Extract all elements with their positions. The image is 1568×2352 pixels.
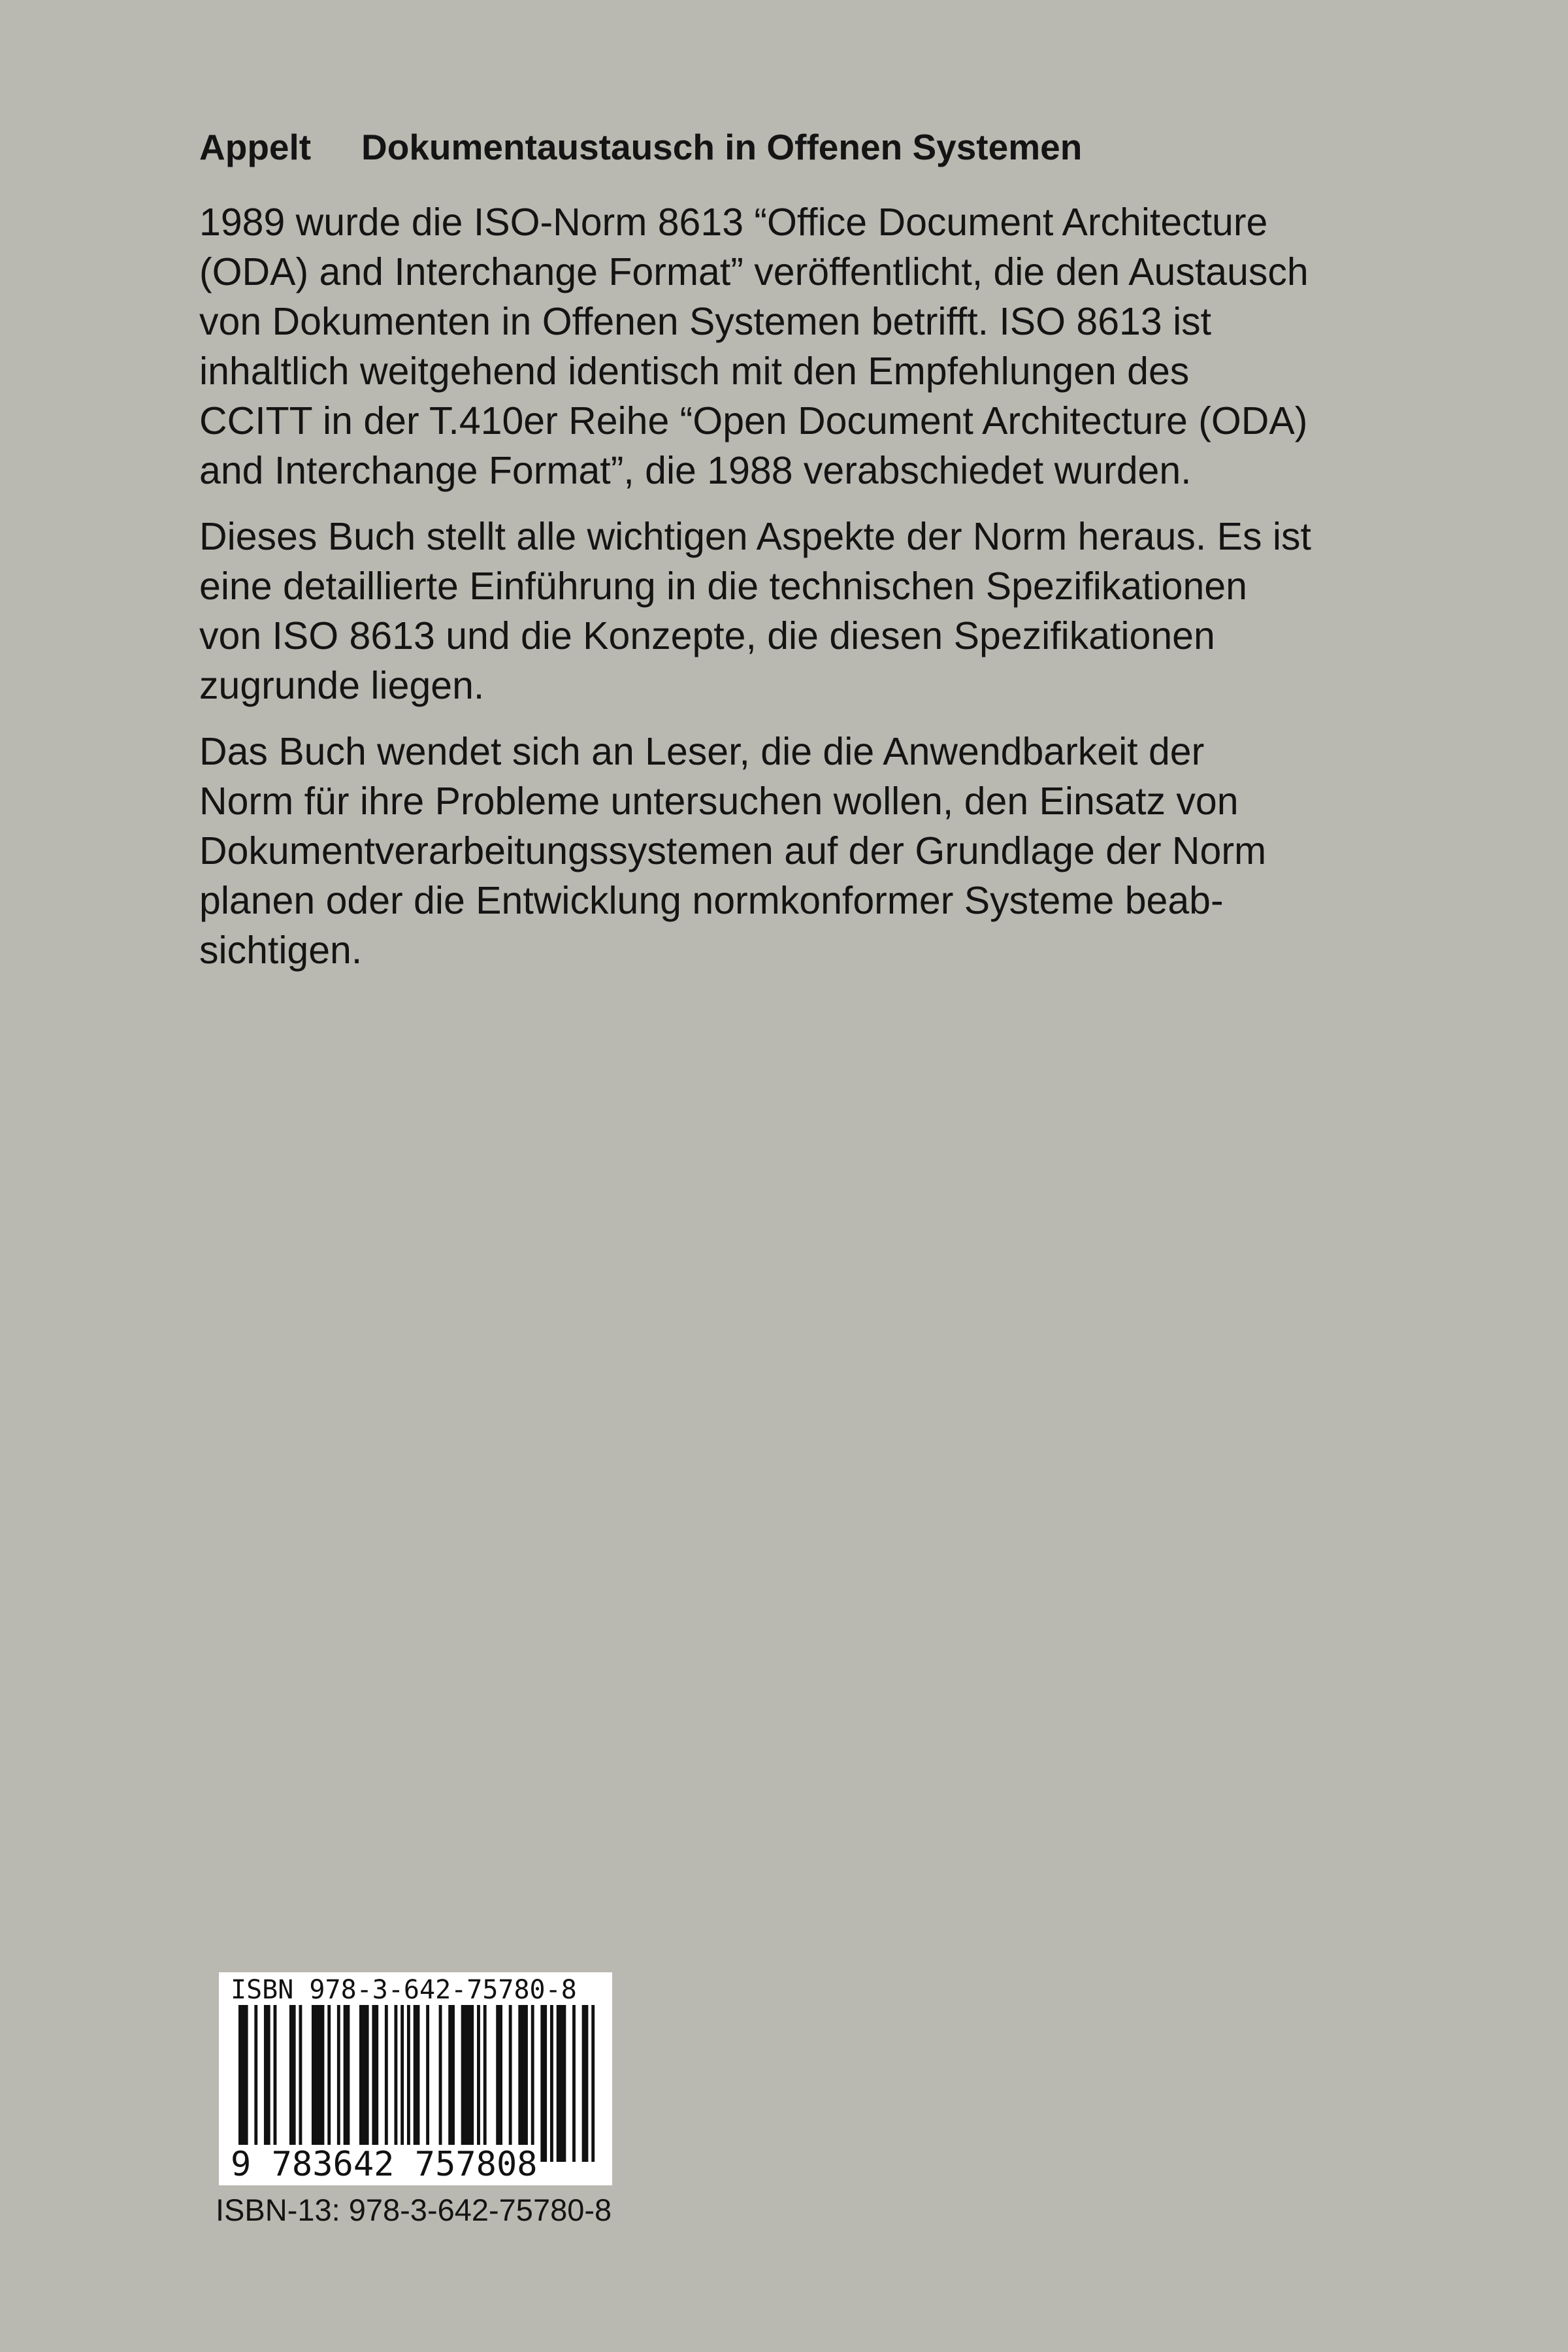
blurb-line: Norm für ihre Probleme untersuchen wollen, den Einsatz von [199, 780, 1239, 823]
blurb-line: von ISO 8613 und die Konzepte, die diesen Spezifikationen [199, 614, 1215, 657]
book-title: Dokumentaustausch in Offenen Systemen [361, 127, 1083, 167]
blurb-line: (ODA) and Interchange Format” veröffentlicht, die den Austausch [199, 250, 1309, 293]
blurb-line: and Interchange Format”, die 1988 verabschiedet wurden. [199, 449, 1192, 492]
isbn13-label: ISBN-13: 978-3-642-75780-8 [216, 2193, 612, 2227]
blurb-line: Dokumentverarbeitungssystemen auf der Grundlage der Norm [199, 829, 1267, 872]
blurb-line: sichtigen. [199, 929, 363, 972]
blurb-paragraph-3 [199, 727, 1441, 975]
blurb-line: planen oder die Entwicklung normkonformer Systeme beab- [199, 879, 1224, 922]
blurb-line: eine detaillierte Einführung in die technischen Spezifikationen [199, 565, 1247, 608]
ean-digits: 9 783642 757808 [231, 2145, 540, 2184]
blurb-paragraph-1 [199, 197, 1441, 495]
blurb-line: 1989 wurde die ISO-Norm 8613 “Office Document Architecture [199, 201, 1268, 244]
blurb-line: Dieses Buch stellt alle wichtigen Aspekte der Norm heraus. Es ist [199, 515, 1311, 558]
blurb-line: inhaltlich weitgehend identisch mit den Empfehlungen des [199, 350, 1190, 393]
barcode-panel [219, 1972, 612, 2185]
barcode-icon [238, 2005, 598, 2162]
blurb-line: Das Buch wendet sich an Leser, die die Anwendbarkeit der [199, 730, 1205, 773]
blurb-line: von Dokumenten in Offenen Systemen betrifft. ISO 8613 ist [199, 300, 1212, 343]
cover-header [199, 124, 1082, 170]
blurb-line: zugrunde liegen. [199, 664, 485, 707]
blurb-paragraph-2 [199, 512, 1441, 710]
blurb-line: CCITT in der T.410er Reihe “Open Document Architecture (ODA) [199, 399, 1308, 442]
isbn-label: ISBN 978-3-642-75780-8 [231, 1975, 577, 2005]
author-name: Appelt [199, 127, 312, 167]
